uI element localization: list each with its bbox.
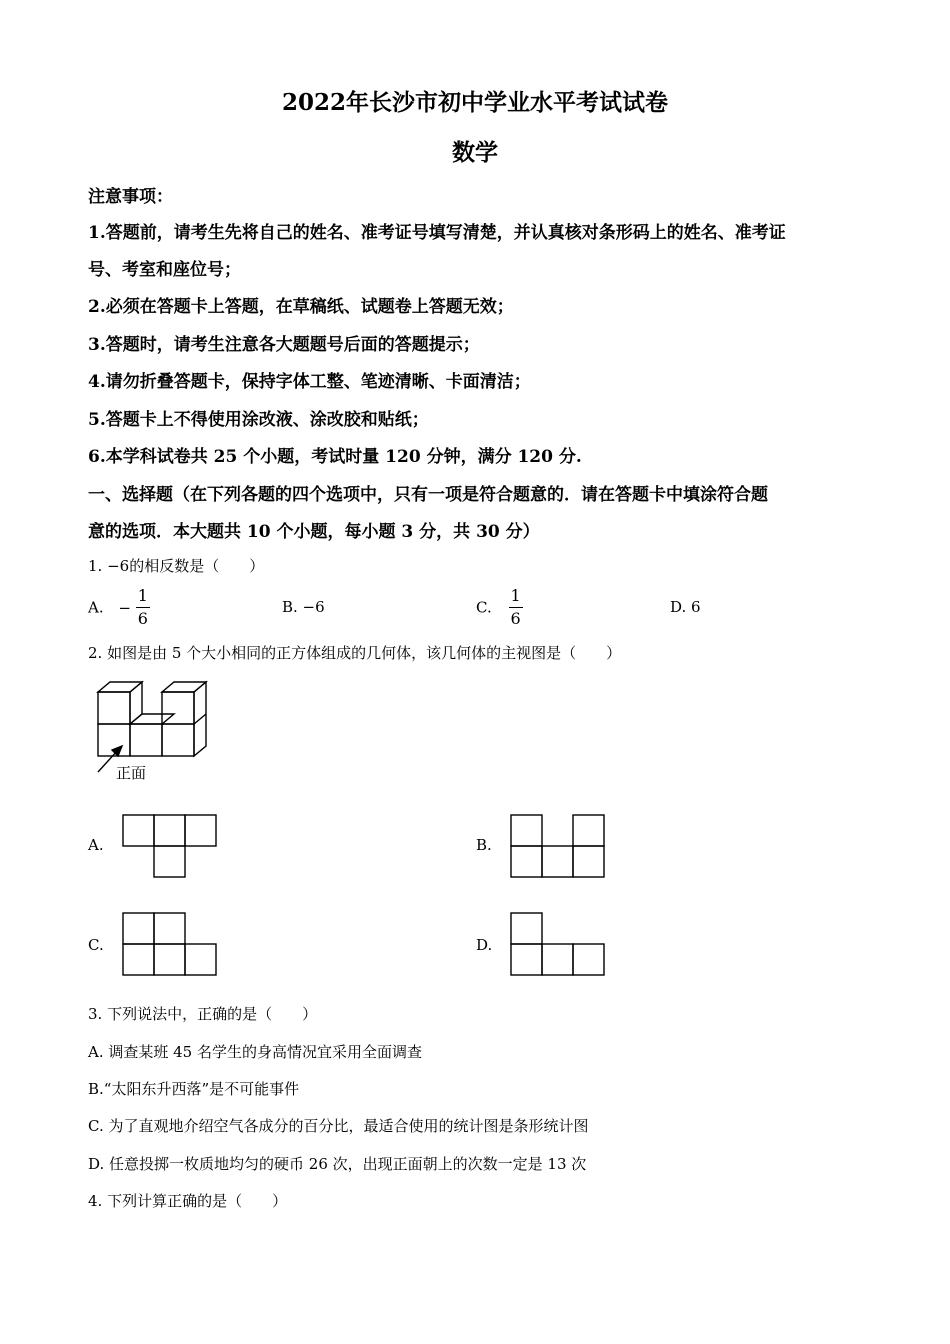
section-1-heading: 一、选择题（在下列各题的四个选项中，只有一项是符合题意的．请在答题卡中填涂符合题: [88, 485, 768, 505]
notice-item-4: 4.请勿折叠答题卡，保持字体工整、笔迹清晰、卡面清洁；: [88, 372, 531, 392]
question-1-option-d: D. 6: [670, 598, 701, 616]
notice-item-3: 3.答题时，请考生注意各大题题号后面的答题提示；: [88, 335, 480, 355]
subject-title: 数学: [452, 139, 498, 166]
option-label: A.: [88, 598, 104, 617]
question-1-option-b: B. −6: [282, 598, 325, 616]
question-2-stem: 2. 如图是由 5 个大小相同的正方体组成的几何体，该几何体的主视图是（ ）: [88, 644, 622, 662]
question-2-option-c-label: C.: [88, 936, 104, 954]
fraction: [509, 588, 523, 627]
notice-item-6: 6.本学科试卷共 25 个小题，考试时量 120 分钟，满分 120 分.: [88, 447, 582, 467]
notice-item-2: 2.必须在答题卡上答题，在草稿纸、试题卷上答题无效；: [88, 297, 514, 317]
question-3-option-a: A. 调查某班 45 名学生的身高情况宜采用全面调查: [88, 1043, 422, 1061]
question-1-stem: 1. −6的相反数是（ ）: [88, 557, 265, 575]
notice-item-1: 1.答题前，请考生先将自己的姓名、准考证号填写清楚，并认真核对条形码上的姓名、准考证: [88, 223, 786, 243]
question-3-option-d: D. 任意投掷一枚质地均匀的硬币 26 次，出现正面朝上的次数一定是 13 次: [88, 1155, 587, 1173]
option-b-figure: [510, 814, 608, 878]
question-3-option-b: B.“太阳东升西落”是不可能事件: [88, 1080, 300, 1098]
section-1-heading-cont: 意的选项．本大题共 10 个小题，每小题 3 分，共 30 分）: [88, 522, 540, 542]
minus-sign: −: [118, 598, 131, 617]
option-a-figure: [122, 814, 220, 878]
notice-heading: 注意事项：: [88, 187, 173, 207]
notice-item-5: 5.答题卡上不得使用涂改液、涂改胶和贴纸；: [88, 410, 429, 430]
question-2-option-a-label: A.: [88, 836, 104, 854]
question-2-option-b-label: B.: [476, 836, 492, 854]
option-c-figure: [122, 912, 220, 976]
notice-item-1-cont: 号、考室和座位号；: [88, 260, 241, 280]
fraction-denominator: 6: [137, 609, 148, 628]
fraction-denominator: 6: [510, 609, 521, 628]
question-3-option-c: C. 为了直观地介绍空气各成分的百分比，最适合使用的统计图是条形统计图: [88, 1117, 589, 1135]
front-label: 正面: [116, 764, 147, 782]
fraction-numerator: 1: [136, 588, 150, 608]
question-4-stem: 4. 下列计算正确的是（ ）: [88, 1192, 288, 1210]
question-1-option-a: [88, 588, 150, 627]
fraction: [136, 588, 150, 627]
option-d-figure: [510, 912, 608, 976]
question-3-stem: 3. 下列说法中，正确的是（ ）: [88, 1005, 318, 1023]
question-2-option-d-label: D.: [476, 936, 493, 954]
page-title: 2022年长沙市初中学业水平考试试卷: [281, 89, 668, 116]
fraction-numerator: 1: [509, 588, 523, 608]
question-1-option-c: [476, 588, 523, 627]
cube-solid-figure: [92, 680, 222, 784]
option-label: C.: [476, 598, 492, 617]
